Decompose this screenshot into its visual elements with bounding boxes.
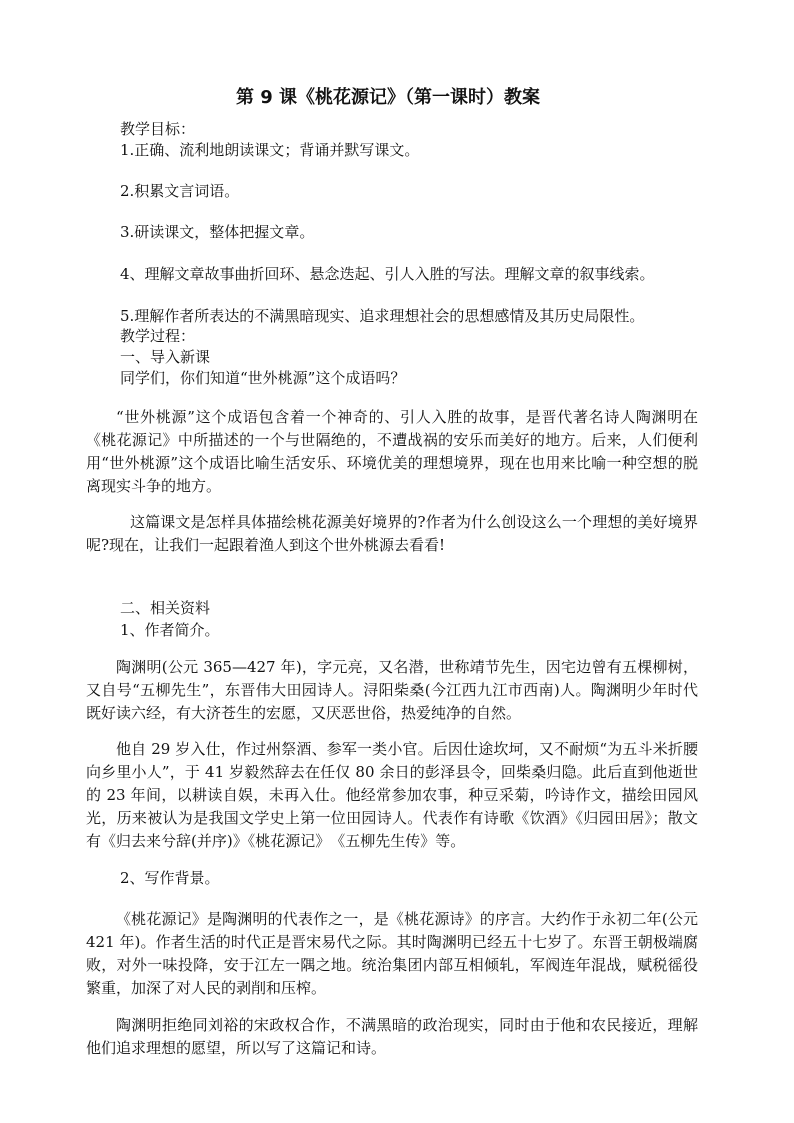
- section-2-heading: 二、相关资料: [120, 599, 211, 617]
- lesson-title: 第 9 课《桃花源记》（第一课时）教案: [236, 87, 541, 108]
- section-1-heading: 一、导入新课: [120, 348, 211, 366]
- intro-paragraph-1: “世外桃源”这个成语包含着一个神奇的、引人入胜的故事，是晋代著名诗人陶渊明在《桃花源记》中所描述的一个与世隔绝的，不遭战祸的安乐而美好的地方。后来，人们便利用“世外桃源”这个成语比喻生活安乐、环境优美的理想境界，现在也用来比喻一种空想的脱离现实斗争的地方。: [86, 408, 698, 495]
- intro-question: 同学们，你们知道“世外桃源”这个成语吗？: [120, 369, 406, 387]
- objective-item-1: 1.正确、流利地朗读课文；背诵并默写课文。: [120, 141, 420, 159]
- process-heading: 教学过程：: [120, 327, 196, 345]
- background-heading: 2、写作背景。: [120, 869, 220, 887]
- author-paragraph-1: 陶渊明(公元 365—427 年)，字元亮，又名潜，世称靖节先生，因宅边曾有五棵柳树，又自号“五柳先生”，东晋伟大田园诗人。浔阳柴桑(今江西九江市西南)人。陶渊明少年时代既好读六经，有大济苍生的宏愿，又厌恶世俗，热爱纯净的自然。: [86, 658, 698, 722]
- intro-paragraph-2: 这篇课文是怎样具体描绘桃花源美好境界的?作者为什么创设这么一个理想的美好境界呢?现在，让我们一起跟着渔人到这个世外桃源去看看!: [86, 513, 698, 554]
- author-paragraph-2: 他自 29 岁入仕，作过州祭酒、参军一类小官。后因仕途坎坷，又不耐烦“为五斗米折腰向乡里小人”，于 41 岁毅然辞去在任仅 80 余日的彭泽县令，回柴桑归隐。此后直到他逝世的 23 年间，以耕读自娱，未再入仕。他经常参加农事，种豆采菊，吟诗作文，描绘田园风光，历来被认为是我国文学史上第一位田园诗人。代表作有诗歌《饮酒》《归园田居》；散文有《归去来兮辞(并序)》《桃花源记》 《五柳先生传》等。: [86, 740, 698, 850]
- background-paragraph-2: 陶渊明拒绝同刘裕的宋政权合作，不满黑暗的政治现实，同时由于他和农民接近，理解他们追求理想的愿望，所以写了这篇记和诗。: [86, 1016, 698, 1057]
- objective-item-3: 3.研读课文，整体把握文章。: [120, 223, 315, 241]
- objectives-heading: 教学目标：: [120, 120, 196, 138]
- objective-item-4: 4、理解文章故事曲折回环、悬念迭起、引人入胜的写法。理解文章的叙事线索。: [120, 265, 655, 283]
- background-paragraph-1: 《桃花源记》是陶渊明的代表作之一，是《桃花源诗》的序言。大约作于永初二年(公元 421 年)。作者生活的时代正是晋宋易代之际。其时陶渊明已经五十七岁了。东晋王朝极端腐败，对外一味投降，安于江左一隅之地。统治集团内部互相倾轧，军阀连年混战，赋税徭役繁重，加深了对人民的剥削和压榨。: [86, 910, 698, 997]
- author-intro-heading: 1、作者简介。: [120, 621, 220, 639]
- objective-item-5: 5.理解作者所表达的不满黑暗现实、追求理想社会的思想感情及其历史局限性。: [120, 307, 645, 325]
- objective-item-2: 2.积累文言词语。: [120, 182, 240, 200]
